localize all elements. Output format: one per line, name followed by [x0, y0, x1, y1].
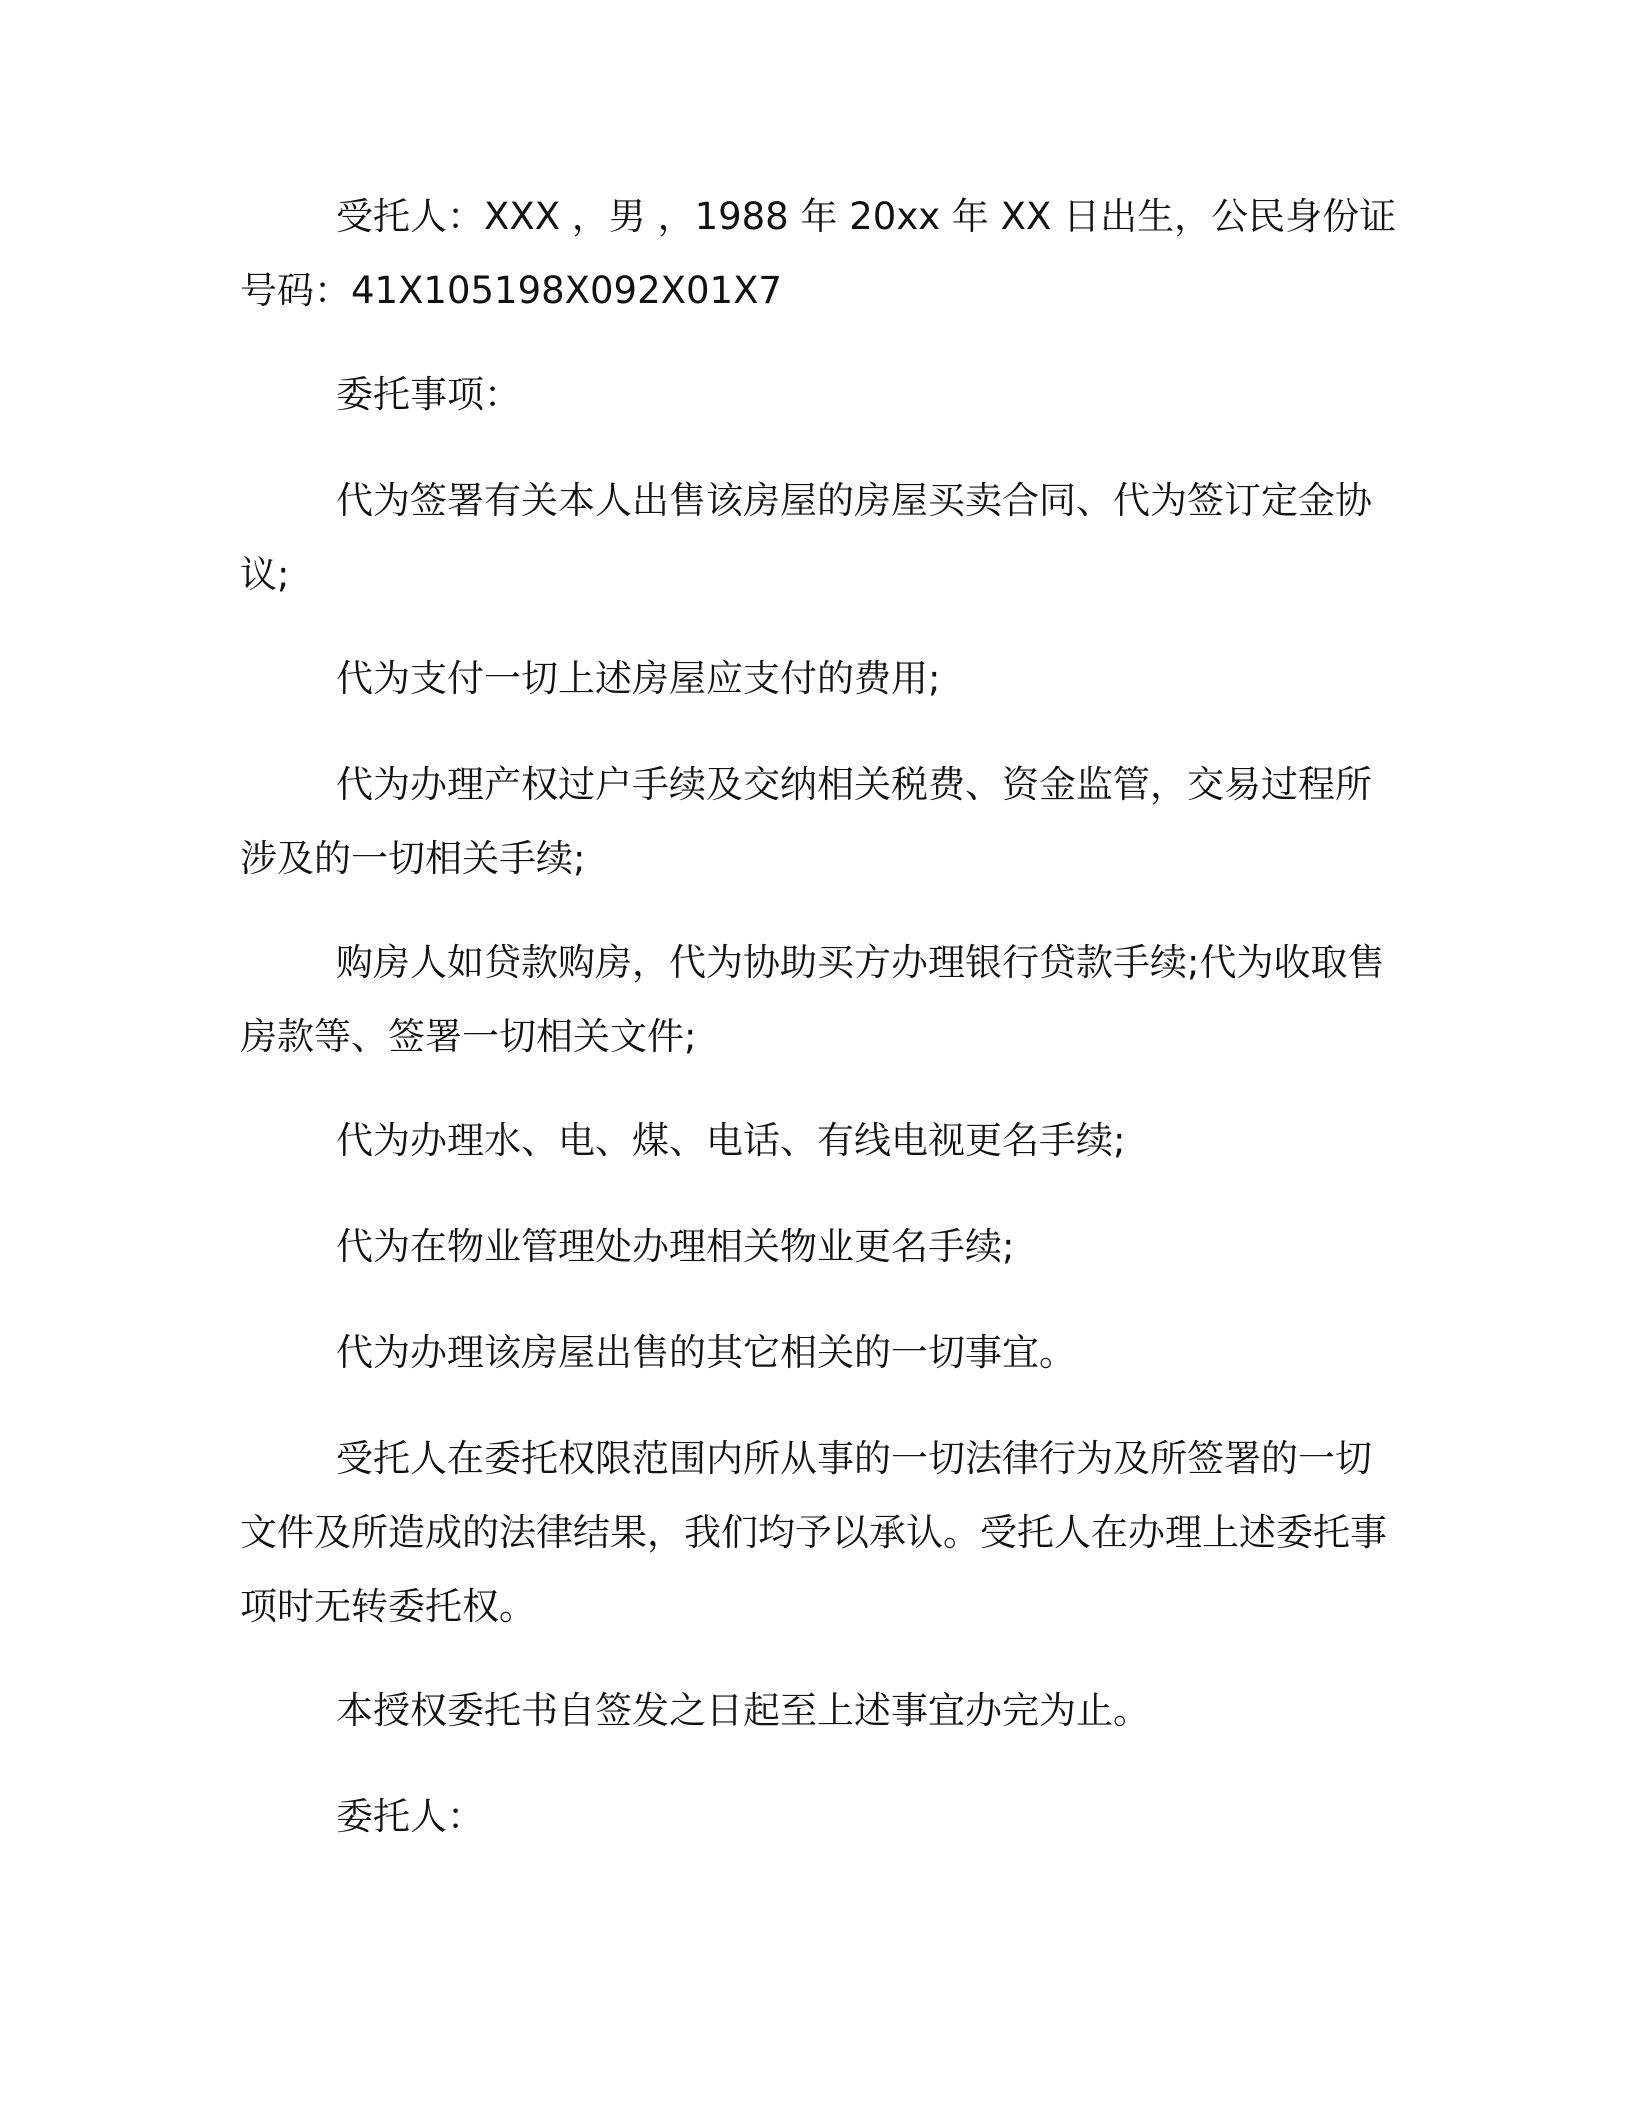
matter-loan-assistance: 购房人如贷款购房，代为协助买方办理银行贷款手续;代为收取售房款等、签署一切相关文件; [240, 941, 1385, 1058]
matter-pay-fees: 代为支付一切上述房屋应支付的费用; [336, 657, 941, 700]
validity-period-paragraph: 本授权委托书自签发之日起至上述事宜办完为止。 [336, 1689, 1150, 1732]
matter-utilities-rename: 代为办理水、电、煤、电话、有线电视更名手续; [336, 1119, 1126, 1162]
principal-signature-label: 委托人： [336, 1795, 484, 1838]
entrusted-matters-heading: 委托事项： [336, 373, 521, 416]
matter-property-management-rename: 代为在物业管理处办理相关物业更名手续; [336, 1225, 1015, 1268]
matter-transfer-title: 代为办理产权过户手续及交纳相关税费、资金监管，交易过程所涉及的一切相关手续; [240, 763, 1372, 880]
matter-sign-contract: 代为签署有关本人出售该房屋的房屋买卖合同、代为签订定金协议; [240, 479, 1372, 596]
matter-other-affairs: 代为办理该房屋出售的其它相关的一切事宜。 [336, 1331, 1076, 1374]
trustee-info-paragraph: 受托人：XXX ，男 ，1988 年 20xx 年 XX 日出生，公民身份证号码：41X105198X092X01X7 [240, 195, 1397, 312]
legal-effect-paragraph: 受托人在委托权限范围内所从事的一切法律行为及所签署的一切文件及所造成的法律结果，我们均予以承认。受托人在办理上述委托事项时无转委托权。 [240, 1437, 1387, 1628]
